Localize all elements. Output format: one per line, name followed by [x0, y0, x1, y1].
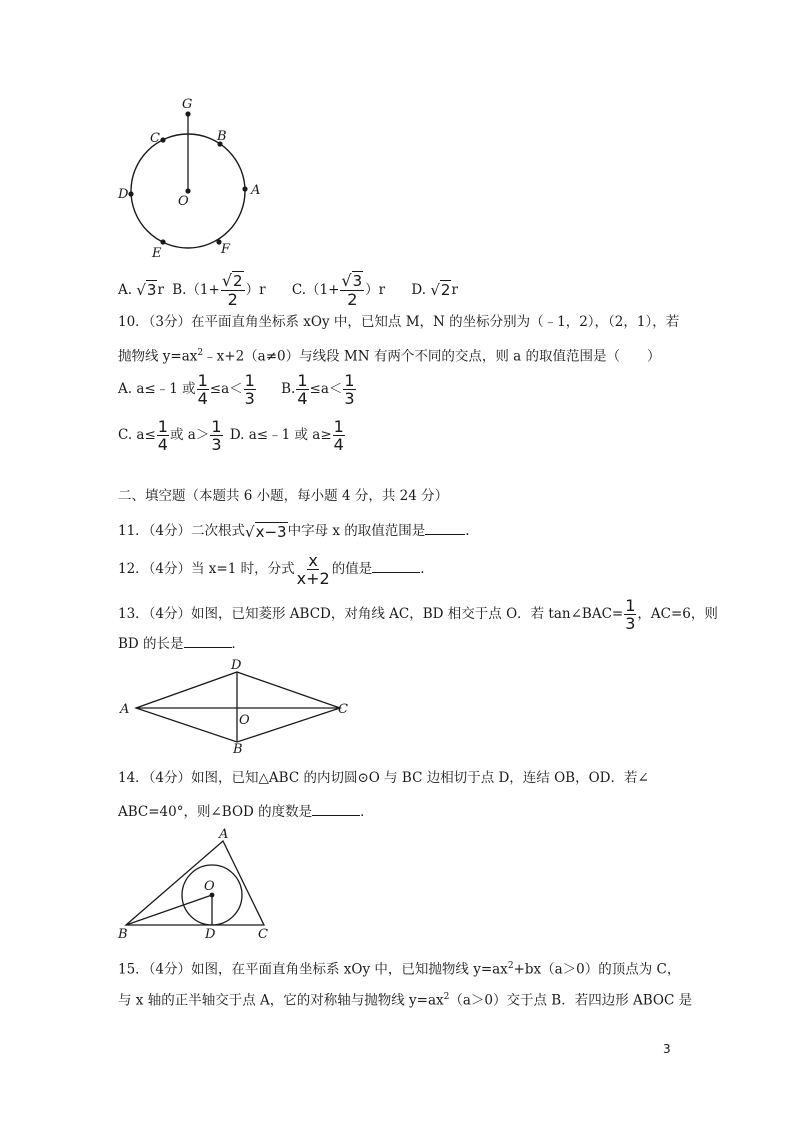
label-a: A: [219, 827, 229, 842]
answer-blank-q14[interactable]: [312, 801, 360, 816]
section2-title: 二、填空题（本题共 6 小题，每小题 4 分，共 24 分）: [118, 488, 449, 504]
answer-blank-q11[interactable]: [425, 520, 465, 535]
q10-line1: 10．（3分）在平面直角坐标系 xOy 中，已知点 M，N 的坐标分别为（﹣1，2），（2，1），若: [118, 314, 680, 330]
label-d: D: [205, 927, 216, 942]
q11: 11．（4分）二次根式√x−3中字母 x 的取值范围是 .: [118, 520, 470, 542]
label-o: O: [178, 194, 189, 209]
q10-option-b: B. $\frac{1}{4}$ ≤a＜ $\frac{1}{3}$: [281, 371, 355, 408]
page-number: 3: [663, 1042, 671, 1056]
triangle-abc: [126, 841, 264, 925]
label-c: C: [258, 927, 268, 942]
q15-line2: 与 x 轴的正半轴交于点 A，它的对称轴与抛物线 $y=ax^2(a>0)$交于点 B．若四边形 ABOC 是: [118, 992, 693, 1009]
rhombus-abcd: [136, 672, 340, 742]
frac-sqrt2-over-2: $\frac{√2}{2}$: [221, 271, 243, 309]
q10-option-c: C. a≤ $\frac{1}{4}$ 或 a＞ $\frac{1}{3}$: [118, 417, 222, 454]
q14-line1: 14．（4分）如图，已知△ABC 的内切圆⊙O 与 BC 边相切于点 D，连结 OB，OD．若∠: [118, 770, 649, 786]
label-a: A: [251, 183, 261, 198]
q10-option-a: A. a≤﹣1 或 $\frac{1}{4}$ ≤a＜ $\frac{1}{3}$: [118, 371, 255, 408]
label-b: B: [118, 927, 128, 942]
q9-option-b: B.（1+ $\frac{√2}{2}$ ）r: [172, 271, 266, 309]
q9-option-a: A. √3r: [118, 281, 164, 299]
q10-line2: 抛物线 $y=ax^2﹣x+2(a\ne 0)$与线段 MN 有两个不同的交点，则 a 的取值范围是（ ）: [118, 348, 661, 365]
figure-circle-q9: [110, 90, 270, 270]
label-g: G: [182, 97, 193, 112]
q15-line1: 15．（4分）如图，在平面直角坐标系 xOy 中，已知抛物线 $y=ax^2+bx(a>0)$的顶点为 C，: [118, 961, 681, 978]
label-o: O: [204, 879, 215, 894]
sqrt-2: √2: [430, 281, 451, 299]
label-o: O: [239, 713, 250, 728]
q10-option-d: D. a≤﹣1 或 a≥ $\frac{1}{4}$: [229, 417, 344, 454]
label-c: C: [338, 702, 348, 717]
label-e: E: [152, 246, 162, 261]
q9-options: [118, 272, 458, 308]
label-b: B: [233, 742, 243, 757]
figure-triangle-incircle-q14: [116, 826, 286, 946]
point-g: [185, 111, 190, 116]
frac-1-over-3: $\frac{1}{3}$: [625, 596, 636, 633]
label-b: B: [217, 129, 227, 144]
q14-line2: ABC=40°，则∠BOD 的度数是 ．: [118, 801, 374, 822]
point-o: [185, 188, 190, 193]
label-f: F: [221, 242, 231, 257]
q9-option-c: C.（1+ $\frac{√3}{2}$ ）r: [291, 271, 386, 309]
q10-options-cd: [118, 418, 346, 453]
label-a: A: [120, 702, 130, 717]
label-d: D: [118, 187, 129, 202]
q13-line2: BD 的长是 ．: [118, 633, 245, 654]
point-e: [160, 239, 165, 244]
frac-x-over-x-plus-2: $\frac{x}{x+2}$: [296, 551, 330, 588]
segment-ob: [126, 895, 212, 925]
answer-blank-q12[interactable]: [372, 558, 420, 573]
answer-blank-q13[interactable]: [184, 633, 232, 648]
label-c: C: [150, 131, 160, 146]
figure-rhombus-q13: [116, 656, 356, 756]
point-d: [128, 191, 133, 196]
sqrt-3: √3: [136, 281, 157, 299]
frac-sqrt3-over-2: $\frac{√3}{2}$: [341, 271, 363, 309]
label-d: D: [231, 658, 242, 673]
sqrt-x-minus-3: √x−3: [245, 522, 287, 541]
q9-option-d: D. √2r: [411, 281, 458, 299]
q13-line1: 13．（4分）如图，已知菱形 ABCD，对角线 AC，BD 相交于点 O．若 tan∠BAC= $\frac{1}{3}$ ，AC=6，则: [118, 596, 718, 633]
point-c: [160, 137, 165, 142]
q12: 12．（4分）当 x=1 时，分式 $\frac{x}{x+2}$ 的值是 .: [118, 551, 425, 588]
q10-options-ab: [118, 372, 357, 407]
point-a: [242, 186, 247, 191]
